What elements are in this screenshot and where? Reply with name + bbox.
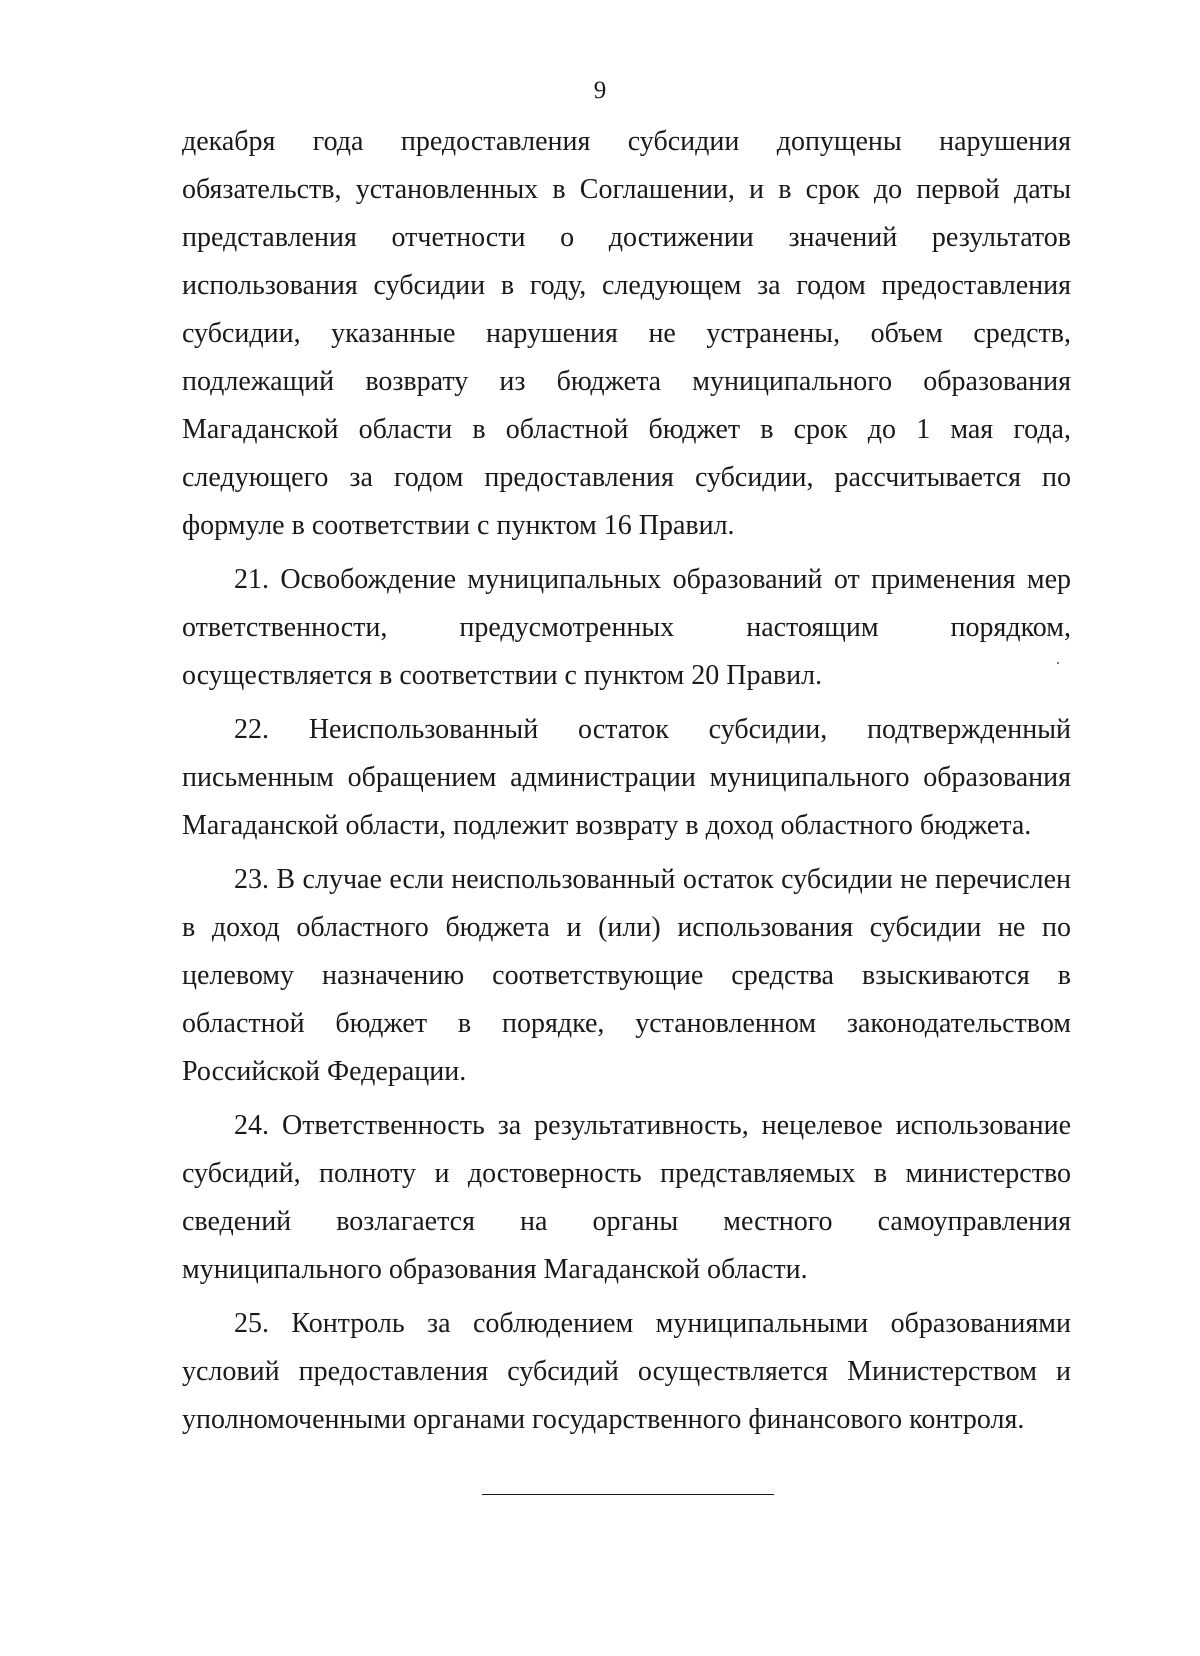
document-body — [182, 118, 1071, 1444]
paragraph-continuation: декабря года предоставления субсидии допущены нарушения обязательств, установленных в Соглашении, и в срок до первой даты представления отчетности о достижении значений результатов использования субсидии в году, следующем за годом предоставления субсидии, указанные нарушения не устранены, объем средств, подлежащий возврату из бюджета муниципального образования Магаданской области в областной бюджет в срок до 1 мая года, следующего за годом предоставления субсидии, рассчитывается по формуле в соответствии с пунктом 16 Правил. — [182, 126, 1071, 541]
paragraph-22: 22. Неиспользованный остаток субсидии, подтвержденный письменным обращением администрации муниципального образования Магаданской области, подлежит возврату в доход областного бюджета. — [182, 714, 1071, 841]
paragraph-25: 25. Контроль за соблюдением муниципальными образованиями условий предоставления субсидий осуществляется Министерством и уполномоченными органами государственного финансового контроля. — [182, 1308, 1071, 1435]
scan-speck — [1057, 662, 1059, 664]
paragraph-21: 21. Освобождение муниципальных образований от применения мер ответственности, предусмотренных настоящим порядком, осуществляется в соответствии с пунктом 20 Правил. — [182, 564, 1071, 691]
paragraph-24: 24. Ответственность за результативность, нецелевое использование субсидий, полноту и достоверность представляемых в министерство сведений возлагается на органы местного самоуправления муниципального образования Магаданской области. — [182, 1110, 1071, 1285]
end-of-document-rule — [482, 1494, 774, 1495]
page-number: 9 — [593, 77, 607, 104]
paragraph-23: 23. В случае если неиспользованный остаток субсидии не перечислен в доход областного бюджета и (или) использования субсидии не по целевому назначению соответствующие средства взыскиваются в областной бюджет в порядке, установленном законодательством Российской Федерации. — [182, 864, 1071, 1087]
